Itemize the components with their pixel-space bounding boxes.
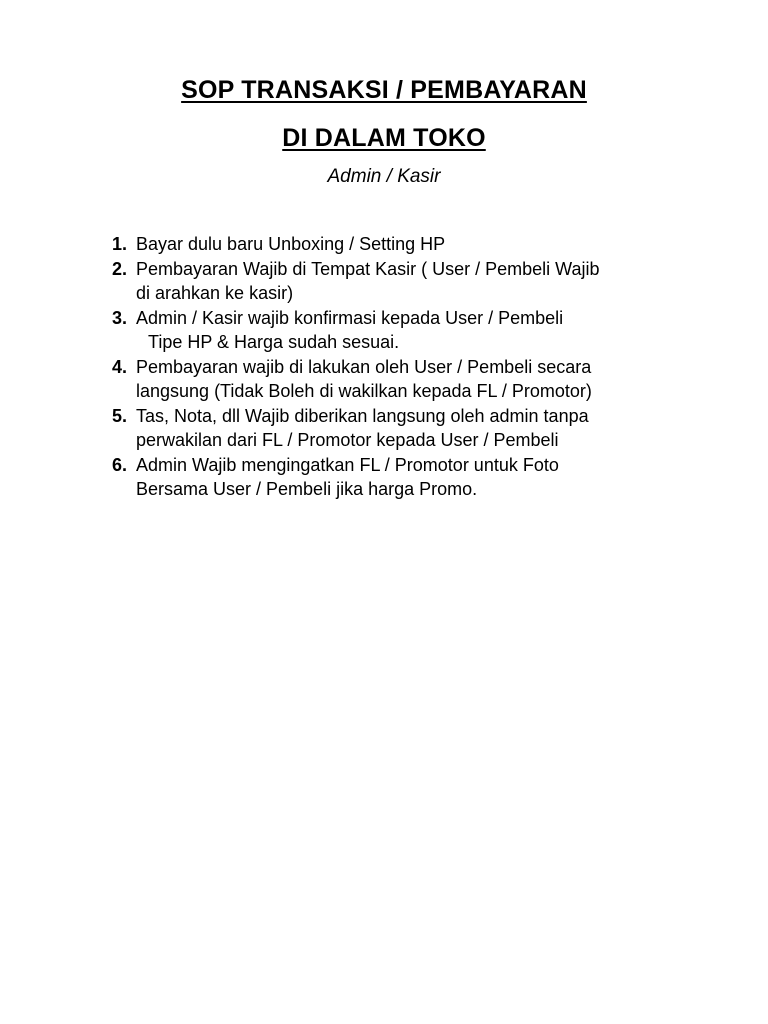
document-subtitle: Admin / Kasir <box>327 166 441 187</box>
list-item-2 <box>112 257 712 306</box>
list-item-4 <box>112 355 712 404</box>
list-item-text: Tas, Nota, dll Wajib diberikan langsung oleh admin tanpa <box>136 405 589 426</box>
list-item-text: Admin Wajib mengingatkan FL / Promotor untuk Foto <box>136 454 559 475</box>
list-number: 6. <box>112 454 128 475</box>
list-number: 3. <box>112 307 128 328</box>
document-title-line-2 <box>0 124 768 153</box>
list-number: 2. <box>112 258 128 279</box>
list-item-text: Admin / Kasir wajib konfirmasi kepada User / Pembeli <box>136 307 564 328</box>
list-item-5 <box>112 404 712 453</box>
list-item-6 <box>112 453 712 502</box>
title-text-1: SOP TRANSAKSI / PEMBAYARAN <box>181 76 587 104</box>
list-item-text: di arahkan ke kasir) <box>136 283 294 303</box>
list-number: 4. <box>112 356 128 377</box>
list-number: 1. <box>112 234 128 254</box>
title-text-2: DI DALAM TOKO <box>282 124 486 152</box>
sop-list <box>112 232 712 502</box>
list-item-text: Pembayaran wajib di lakukan oleh User / Pembeli secara <box>136 356 592 377</box>
list-item-text: Pembayaran Wajib di Tempat Kasir ( User / Pembeli Wajib <box>136 258 600 279</box>
list-item-text: perwakilan dari FL / Promotor kepada User / Pembeli <box>136 430 559 450</box>
list-item-1 <box>112 232 712 257</box>
list-item-text: langsung (Tidak Boleh di wakilkan kepada FL / Promotor) <box>136 381 592 401</box>
list-item-text: Tipe HP & Harga sudah sesuai. <box>148 332 400 352</box>
list-item-text: Bersama User / Pembeli jika harga Promo. <box>136 479 478 499</box>
list-number: 5. <box>112 405 128 426</box>
list-item-3 <box>112 306 712 355</box>
document-title-line-1 <box>0 76 768 105</box>
list-item-text: Bayar dulu baru Unboxing / Setting HP <box>136 234 446 254</box>
